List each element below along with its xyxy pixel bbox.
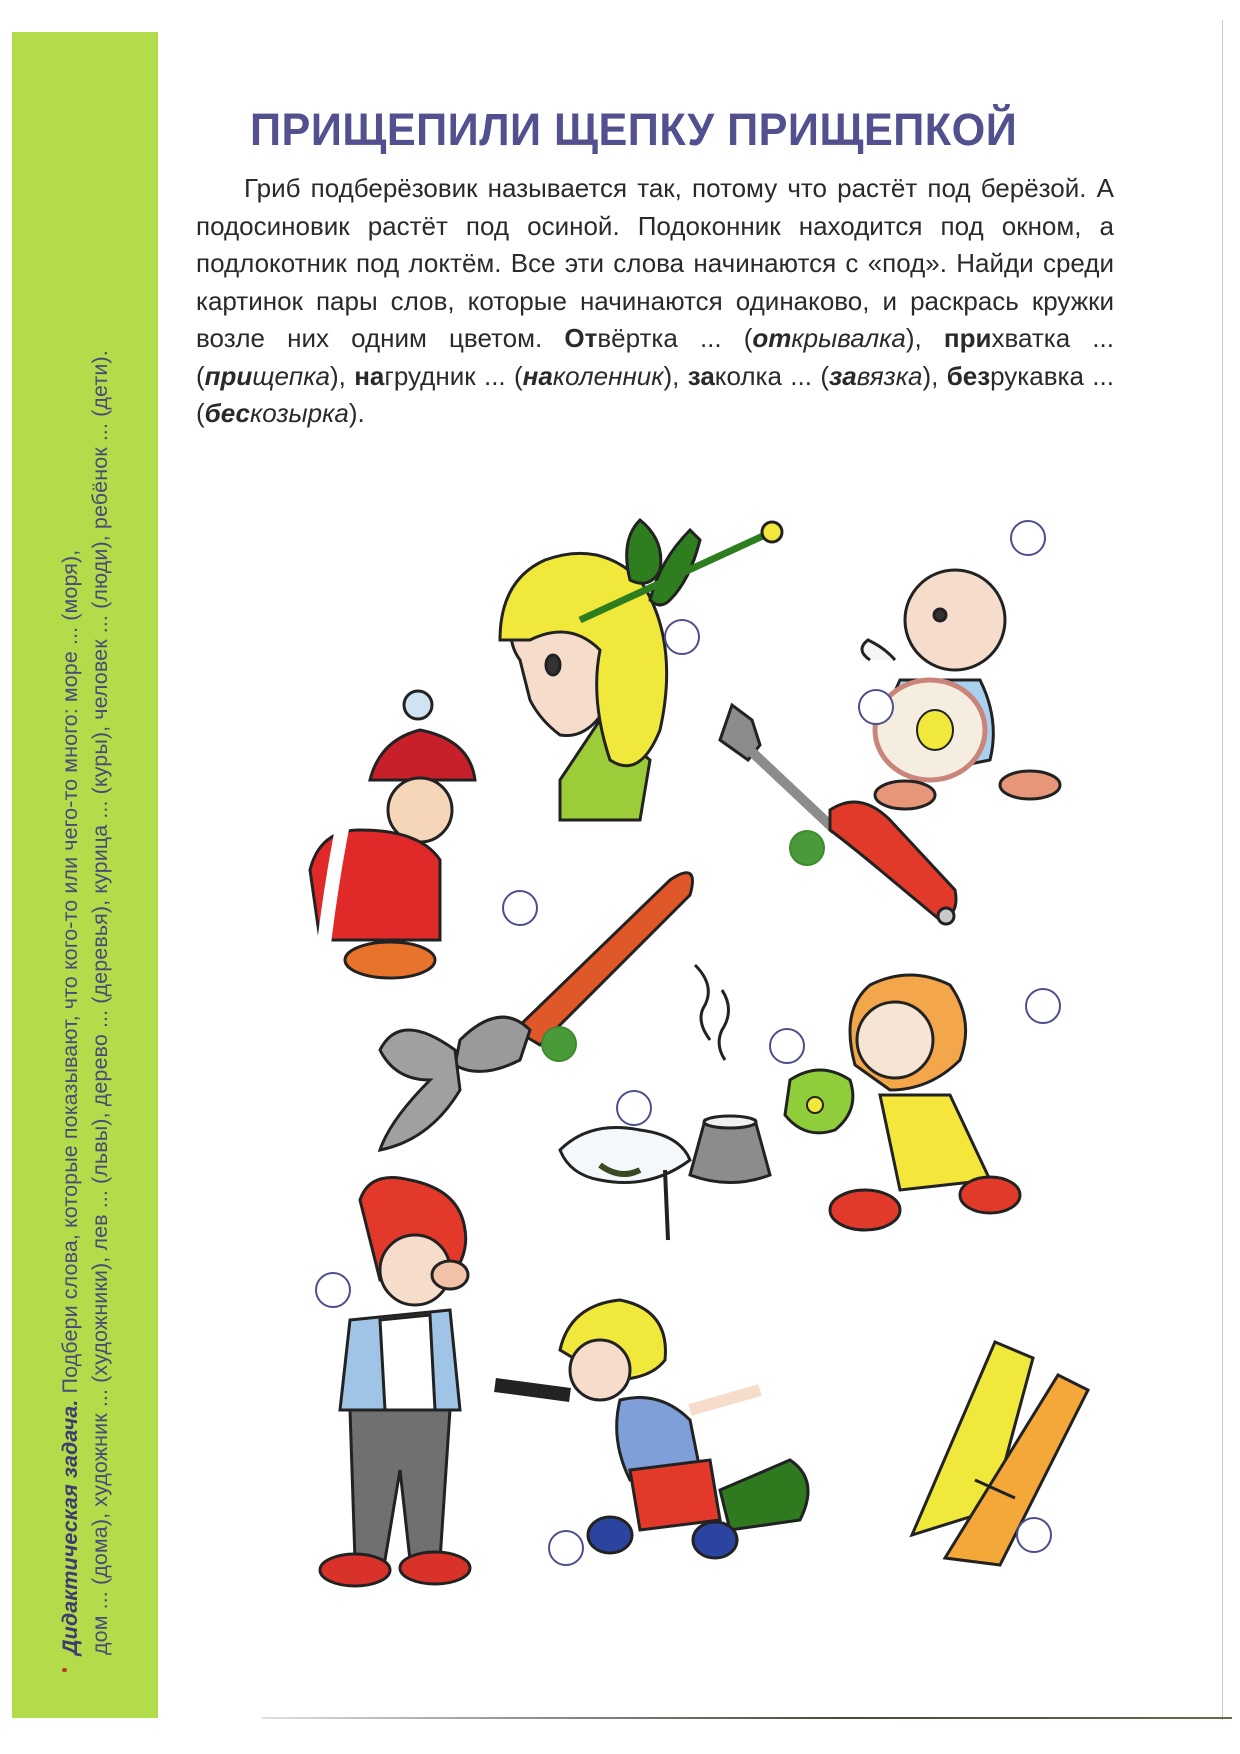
- color-circle-4[interactable]: [789, 830, 825, 866]
- color-circle-5[interactable]: [502, 890, 538, 926]
- word-pair-2: прихватка ... (прищепка),: [196, 323, 1114, 391]
- color-circle-7[interactable]: [769, 1028, 805, 1064]
- page-title: ПРИЩЕПИЛИ ЩЕПКУ ПРИЩЕПКОЙ: [250, 104, 1018, 155]
- color-circle-9[interactable]: [616, 1090, 652, 1126]
- color-circle-8[interactable]: [1025, 988, 1061, 1024]
- paragraph-intro: Гриб подберёзовик называется так, потому что растёт под берёзой. А подосиновик растёт под осиной. Подоконник находится под окном, а подлокотник под локтём. Все эти слова начинаются с «под». Найди среди картинок пары слов, которые начинаются одинаково, и раскрась кружки возле них одним цветом.: [196, 173, 1114, 353]
- baby-with-bib-illustration: [862, 570, 1060, 809]
- girl-with-hairpin-illustration: [500, 520, 782, 820]
- color-circle-10[interactable]: [315, 1272, 351, 1308]
- word-pair-1: Отвёртка ... (открывалка),: [564, 323, 944, 353]
- word-pair-3: нагрудник ... (наколенник),: [354, 360, 688, 391]
- clothespin-illustration: [912, 1342, 1088, 1565]
- word-pair-4: заколка ... (завязка),: [687, 360, 947, 391]
- color-circle-2[interactable]: [664, 619, 700, 655]
- color-circle-1[interactable]: [1010, 520, 1046, 556]
- sidebar-task-label: Дидактическая задача.: [58, 1399, 82, 1655]
- boy-in-winter-hat-illustration: [310, 691, 525, 980]
- word-pair-5: безрукавка ... (бескозырка).: [196, 360, 1114, 428]
- girl-with-potholder-illustration: [785, 975, 1020, 1230]
- color-circle-11[interactable]: [548, 1530, 584, 1566]
- color-circle-6[interactable]: [541, 1026, 577, 1062]
- cap-illustration: [560, 1128, 690, 1241]
- sidebar-line-2: дом ... (дома), художник ... (художники), лев ... (львы), дерево ... (деревья), курица ... (куры), человек ... (люди), ребёнок ... (дети).: [88, 350, 112, 1655]
- pot-with-steam-illustration: [690, 965, 770, 1183]
- boy-with-kneepads-illustration: [495, 1300, 808, 1558]
- color-circle-12[interactable]: [1016, 1517, 1052, 1553]
- color-circle-3[interactable]: [858, 689, 894, 725]
- sidebar-task-text-1: Подбери слова, которые показывают, что кого-то или чего-то много: море ... (моря),: [58, 549, 82, 1400]
- boy-in-vest-illustration: [320, 1178, 470, 1587]
